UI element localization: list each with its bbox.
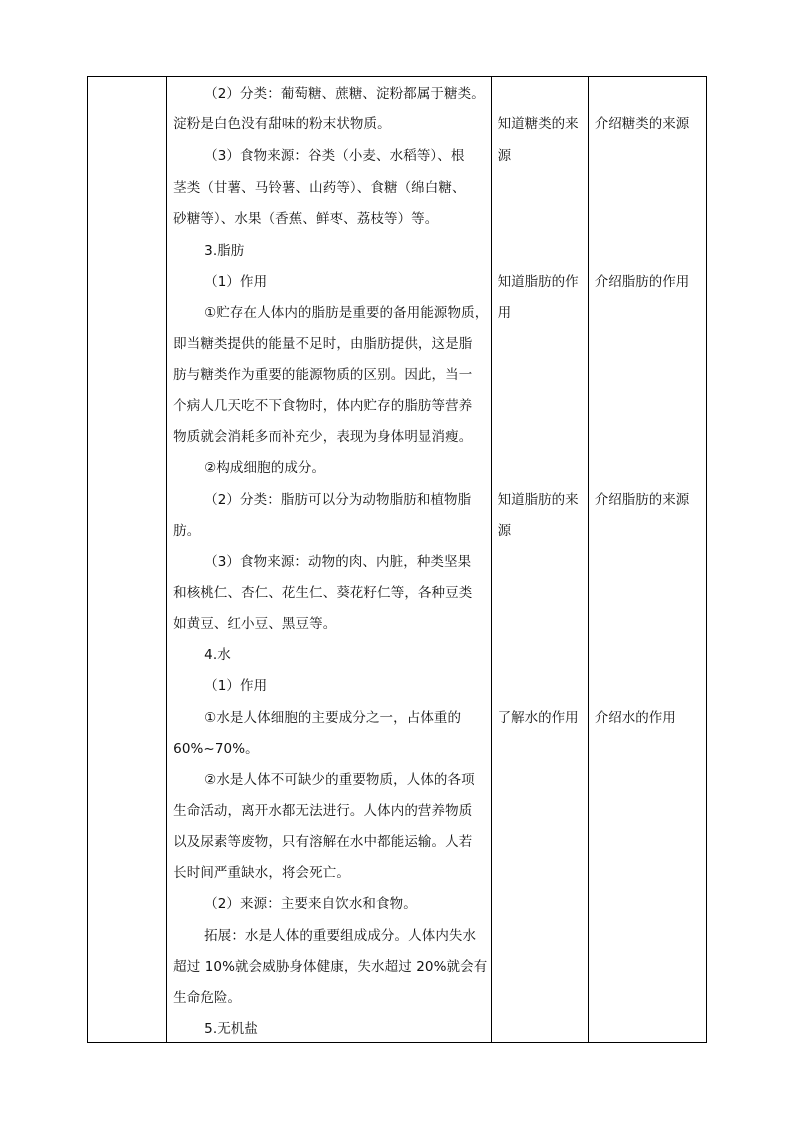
content-line: （2）分类：脂肪可以分为动物脂肪和植物脂 — [204, 492, 472, 508]
content-line: 个病人几天吃不下食物时，体内贮存的脂肪等营养 — [173, 398, 473, 414]
content-line: 4.水 — [204, 647, 231, 663]
content-line: 3.脂肪 — [204, 243, 245, 259]
student-note: 用 — [497, 305, 512, 321]
content-line: 砂糖等）、水果（香蕉、鲜枣、荔枝等）等。 — [173, 211, 439, 227]
content-line: 肪。 — [173, 523, 201, 539]
content-line: （3）食物来源：谷类（小麦、水稻等）、根 — [204, 148, 465, 164]
lesson-table — [87, 76, 707, 1043]
student-note: 源 — [497, 148, 512, 164]
student-activity-cell — [491, 77, 588, 1043]
student-note: 源 — [497, 523, 512, 539]
teacher-note: 介绍脂肪的来源 — [594, 492, 690, 508]
content-line: 物质就会消耗多而补充少，表现为身体明显消瘦。 — [173, 429, 473, 445]
content-line: （2）分类：葡萄糖、蔗糖、淀粉都属于糖类。 — [204, 86, 485, 102]
content-line: 拓展：水是人体的重要组成成分。人体内失水 — [204, 928, 477, 944]
content-line: （1）作用 — [204, 678, 268, 694]
table-row — [88, 77, 707, 1043]
student-note: 了解水的作用 — [497, 710, 579, 726]
content-line: ②水是人体不可缺少的重要物质，人体的各项 — [204, 772, 475, 788]
content-line: （1）作用 — [204, 274, 268, 290]
content-line: ①水是人体细胞的主要成分之一，占体重的 — [204, 710, 462, 726]
student-note: 知道脂肪的作 — [497, 274, 579, 290]
content-line: 5.无机盐 — [204, 1021, 259, 1037]
content-line: 如黄豆、红小豆、黑豆等。 — [173, 616, 337, 632]
content-line: 60%~70%。 — [173, 741, 259, 757]
content-line: ②构成细胞的成分。 — [204, 460, 326, 476]
content-line: 超过 10%就会威胁身体健康，失水超过 20%就会有 — [173, 959, 488, 975]
content-line: 以及尿素等废物，只有溶解在水中都能运输。人若 — [173, 834, 473, 850]
content-line: 和核桃仁、杏仁、花生仁、葵花籽仁等，各种豆类 — [173, 585, 473, 601]
content-line: 茎类（甘薯、马铃薯、山药等）、食糖（绵白糖、 — [173, 180, 466, 196]
content-line: （3）食物来源：动物的肉、内脏，种类坚果 — [204, 554, 472, 570]
teacher-activity-cell — [588, 77, 706, 1043]
content-line: 生命活动，离开水都无法进行。人体内的营养物质 — [173, 803, 473, 819]
content-line: 淀粉是白色没有甜味的粉末状物质。 — [173, 116, 391, 132]
teacher-note: 介绍水的作用 — [594, 710, 676, 726]
student-note: 知道糖类的来 — [497, 116, 579, 132]
content-line: （2）来源：主要来自饮水和食物。 — [204, 896, 417, 912]
empty-left-cell — [88, 77, 167, 1043]
content-line: 肪与糖类作为重要的能源物质的区别。因此，当一 — [173, 367, 473, 383]
content-line: 即当糖类提供的能量不足时，由脂肪提供，这是脂 — [173, 336, 473, 352]
teacher-note: 介绍糖类的来源 — [594, 116, 690, 132]
content-line: 长时间严重缺水，将会死亡。 — [173, 865, 350, 881]
lesson-content-cell — [167, 77, 492, 1043]
content-line: ①贮存在人体内的脂肪是重要的备用能源物质， — [204, 305, 489, 321]
content-line: 生命危险。 — [173, 990, 242, 1006]
teacher-note: 介绍脂肪的作用 — [594, 274, 690, 290]
student-note: 知道脂肪的来 — [497, 492, 579, 508]
